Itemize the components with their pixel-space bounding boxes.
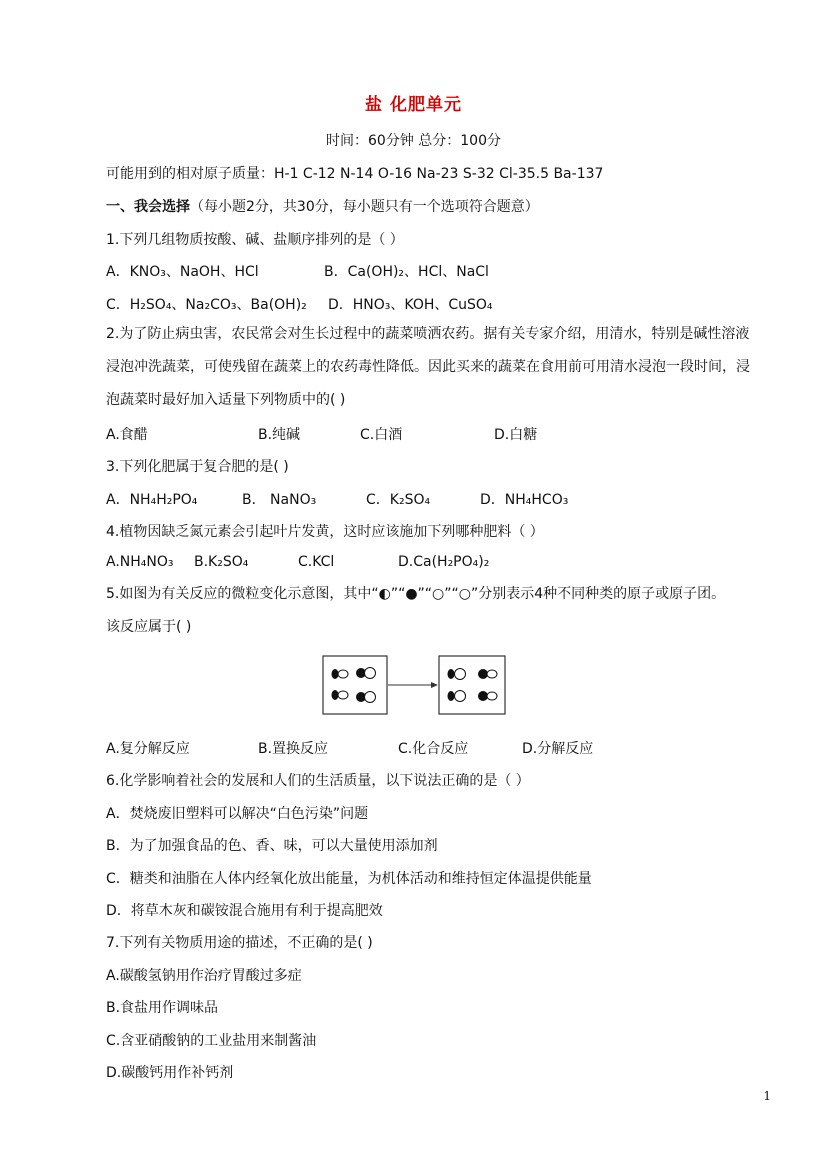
q2-line: 泡蔬菜时最好加入适量下列物质中的( ) [106,392,346,408]
q2-stem [106,318,754,417]
reactant-particle [332,690,349,700]
q5-option-b: B.置换反应 [258,741,329,757]
q6-option-a: A．焚烧废旧塑料可以解决“白色污染”问题 [106,806,369,822]
q2-line: 浸泡冲洗蔬菜，可使残留在蔬菜上的农药毒性降低。因此买来的蔬菜在食用前可用清水浸泡一段时间，浸 [106,359,750,375]
q3-stem: 3.下列化肥属于复合肥的是( ) [106,459,289,475]
q1-stem: 1.下列几组物质按酸、碱、盐顺序排列的是（ ） [106,232,404,248]
q6-stem: 6.化学影响着社会的发展和人们的生活质量，以下说法正确的是（ ） [106,773,530,789]
q6-option-d: D．将草木灰和碳铵混合施用有利于提高肥效 [106,903,383,919]
q6-option-b: B．为了加强食品的色、香、味，可以大量使用添加剂 [106,838,438,854]
q6-option-c: C．糖类和油脂在人体内经氧化放出能量，为机体活动和维持恒定体温提供能量 [106,871,592,887]
q4-option-b: B.K₂SO₄ [194,554,249,570]
section-heading [106,196,539,216]
q3-option-d: D．NH₄HCO₃ [480,492,569,508]
q4-option-d: D.Ca(H₂PO₄)₂ [398,554,490,570]
q1-option-c: C．H₂SO₄、Na₂CO₃、Ba(OH)₂ [106,297,307,313]
products-box [439,656,505,714]
product-particle [478,669,497,679]
section-title: 一、我会选择 [106,199,190,215]
q7-option-d: D.碳酸钙用作补钙剂 [106,1065,234,1081]
product-particle [478,691,497,701]
q7-option-b: B.食盐用作调味品 [106,1000,219,1016]
q3-option-c: C．K₂SO₄ [366,492,431,508]
q5-line: 5.如图为有关反应的微粒变化示意图，其中“◐”“●”“○”“○”分别表示4种不同种类的原子或原子团。 [106,586,726,602]
exam-meta: 时间：60分钟 总分：100分 [326,133,501,149]
reactants-box [323,656,387,714]
reactant-particle [356,668,376,679]
q4-option-c: C.KCl [298,554,335,570]
q2-option-d: D.白糖 [494,427,538,443]
reactant-particle [332,669,349,679]
q3-option-a: A．NH₄H₂PO₄ [106,492,198,508]
product-particle [448,669,466,680]
q7-option-c: C.含亚硝酸钠的工业盐用来制酱油 [106,1033,317,1049]
q4-stem: 4.植物因缺乏氮元素会引起叶片发黄，这时应该施加下列哪种肥料（ ） [106,524,544,540]
q7-option-a: A.碳酸氢钠用作治疗胃酸过多症 [106,968,302,984]
q5-option-c: C.化合反应 [398,741,469,757]
q2-line: 2.为了防止病虫害，农民常会对生长过程中的蔬菜喷洒农药。据有关专家介绍，用清水，特别是碱性溶液 [106,326,750,342]
atomic-masses: 可能用到的相对原子质量：H-1 C-12 N-14 O-16 Na-23 S-32 Cl-35.5 Ba-137 [106,166,604,182]
q3-option-b: B． NaNO₃ [242,492,317,508]
page-number: 1 [763,1089,771,1103]
section-note: （每小题2分，共30分，每小题只有一个选项符合题意） [190,199,539,215]
q5-line: 该反应属于( ) [106,619,192,635]
q4-option-a: A.NH₄NO₃ [106,554,174,570]
q2-option-c: C.白酒 [360,427,403,443]
q2-option-a: A.食醋 [106,427,148,443]
reaction-arrow-head [431,682,438,688]
q1-option-b: B．Ca(OH)₂、HCl、NaCl [324,264,489,280]
reaction-diagram [320,654,510,716]
q5-option-a: A.复分解反应 [106,741,190,757]
q5-stem [106,578,754,644]
q5-option-d: D.分解反应 [522,741,594,757]
q2-option-b: B.纯碱 [258,427,301,443]
q1-option-d: D．HNO₃、KOH、CuSO₄ [328,297,493,313]
q7-stem: 7.下列有关物质用途的描述，不正确的是( ) [106,935,373,951]
reactant-particle [356,692,376,703]
q1-option-a: A．KNO₃、NaOH、HCl [106,264,259,280]
page-title: 盐 化肥单元 [365,95,462,115]
product-particle [448,691,466,702]
